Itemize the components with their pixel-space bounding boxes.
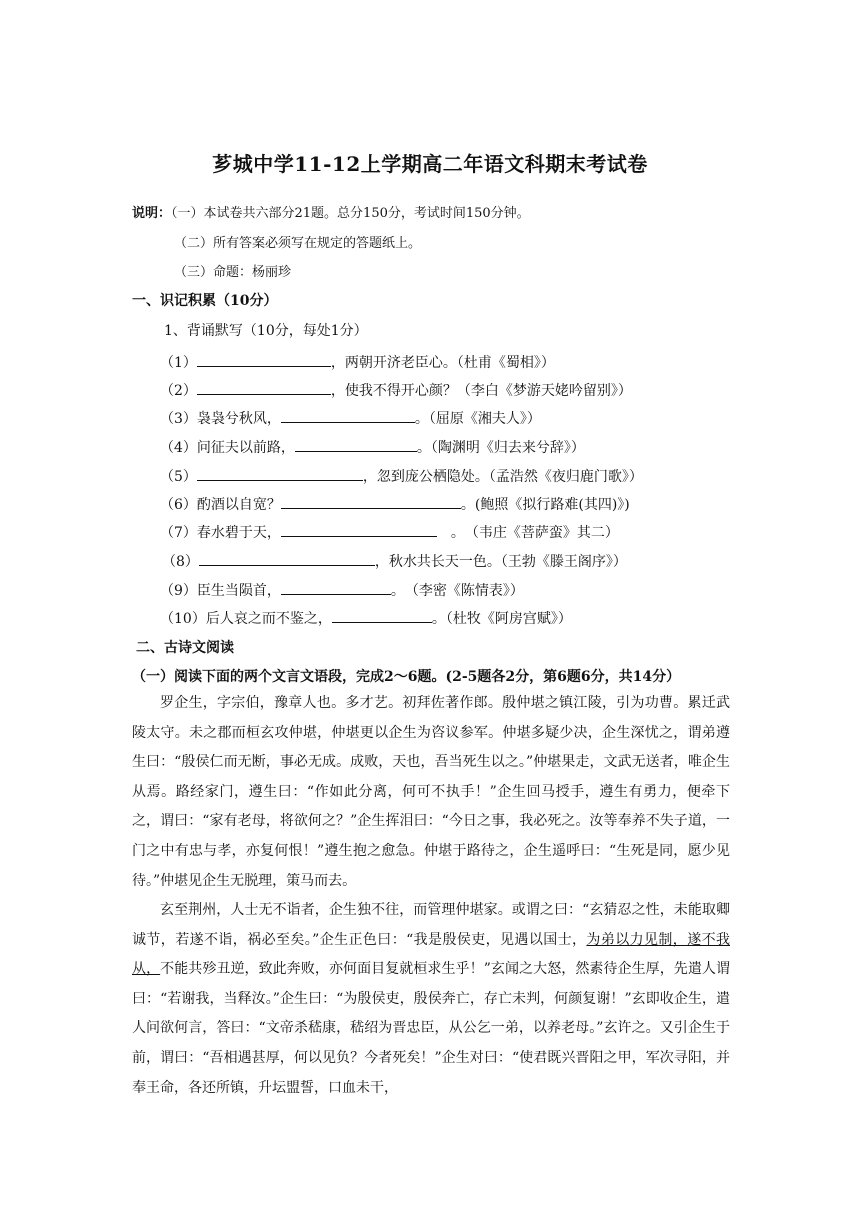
recitation-item-5: （5） ，忽到庞公栖隐处。（孟浩然《夜归鹿门歌》） xyxy=(160,469,643,485)
recitation-item-2: （2） ，使我不得开心颜？（李白《梦游天姥吟留别》） xyxy=(160,383,632,399)
passage-paragraph-2: 玄至荆州，人士无不诣者，企生独不往，而管理仲堪家。或谓之曰：“玄猜忍之性，未能取卿诚节，若遂不诣，祸必至矣。”企生正色曰：“我是殷侯吏，见遇以国士，为弟以力见制，遂不我从，不能共殄丑逆，致此奔败，亦何面目复就桓求生乎！”玄闻之大怒，然素待企生厚，先遣人谓曰：“若谢我，当释汝。”企生曰：“为殷侯吏，殷侯奔亡，存亡未判，何颜复谢！”玄即收企生，遣人问欲何言，答曰：“文帝杀嵇康，嵇绍为晋忠臣，从公乞一弟，以养老母。”玄许之。又引企生于前，谓曰：“吾相遇甚厚，何以见负？今者死矣！”企生对曰：“使君既兴晋阳之甲，军次寻阳，并奉王命，各还所镇，升坛盟誓，口血未干， xyxy=(132,902,731,1096)
recitation-item-7: （7）春水碧于天， 。 （韦庄《菩萨蛮》其二） xyxy=(160,525,619,541)
note-item-1: （一）本试卷共六部分21题。总分150分，考试时间150分钟。 xyxy=(171,206,530,221)
blank-line xyxy=(281,524,437,537)
blank-line xyxy=(197,468,363,481)
recitation-item-9: （9）臣生当陨首， 。 （李密《陈情表》） xyxy=(160,583,524,599)
passage-paragraph-1: 罗企生，字宗伯，豫章人也。多才艺。初拜佐著作郎。殷仲堪之镇江陵，引为功曹。累迁武陵太守。未之郡而桓玄攻仲堪，仲堪更以企生为咨议参军。仲堪多疑少决，企生深忧之，谓弟遵生曰：“殷侯仁而无断，事必无成。成败，天也，吾当死生以之。”仲堪果走，文武无送者，唯企生从焉。路经家门，遵生曰：“作如此分离，何可不执手！”企生回马授手，遵生有勇力，便牵下之，谓曰：“家有老母，将欲何之？”企生挥泪曰：“今日之事，我必死之。汝等奉养不失子道，一门之中有忠与孝，亦复何恨！”遵生抱之愈急。仲堪于路待之，企生遥呼曰：“生死是同，愿少见待。”仲堪见企生无脱理，策马而去。 xyxy=(132,695,730,889)
recitation-item-1: （1） ，两朝开济老臣心。（杜甫《蜀相》） xyxy=(160,355,555,371)
recitation-item-8: （8） ，秋水共长天一色。（王勃《滕王阁序》） xyxy=(162,554,627,570)
section1-heading: 一、识记积累（10分） xyxy=(132,293,278,309)
exam-title: 芗城中学11-12上学期高二年语文科期末考试卷 xyxy=(212,152,648,176)
note-item-3: （三）命题：杨丽珍 xyxy=(174,265,292,280)
blank-line xyxy=(197,354,331,367)
recitation-item-6: （6）酌酒以自宽？ 。(鲍照《拟行路难(其四)》) xyxy=(160,497,630,513)
notes-line-1 xyxy=(132,202,530,221)
recitation-item-3: （3）袅袅兮秋风， 。（屈原《湘夫人》） xyxy=(160,411,541,427)
blank-line xyxy=(281,582,391,595)
notes-label: 说明： xyxy=(132,206,172,221)
question-1: 1、背诵默写（10分，每处1分） xyxy=(164,323,368,339)
recitation-item-10: （10）后人哀之而不鉴之， 。（杜牧《阿房宫赋》） xyxy=(160,611,572,627)
blank-line xyxy=(197,382,331,395)
recitation-item-4: （4）问征夫以前路， 。（陶渊明《归去来兮辞》） xyxy=(160,440,585,456)
blank-line xyxy=(199,553,375,566)
section2-heading: 二、古诗文阅读 xyxy=(136,640,234,656)
blank-line xyxy=(295,439,417,452)
blank-line xyxy=(281,410,415,423)
blank-line xyxy=(281,496,461,509)
blank-line xyxy=(332,610,432,623)
section2-subheading: （一）阅读下面的两个文言文语段，完成2～6题。(2-5题各2分，第6题6分，共14分） xyxy=(132,669,681,685)
note-item-2: （二）所有答案必须写在规定的答题纸上。 xyxy=(174,236,422,251)
underlined-sentence: 为弟以力见制，遂不我从， xyxy=(132,931,730,978)
